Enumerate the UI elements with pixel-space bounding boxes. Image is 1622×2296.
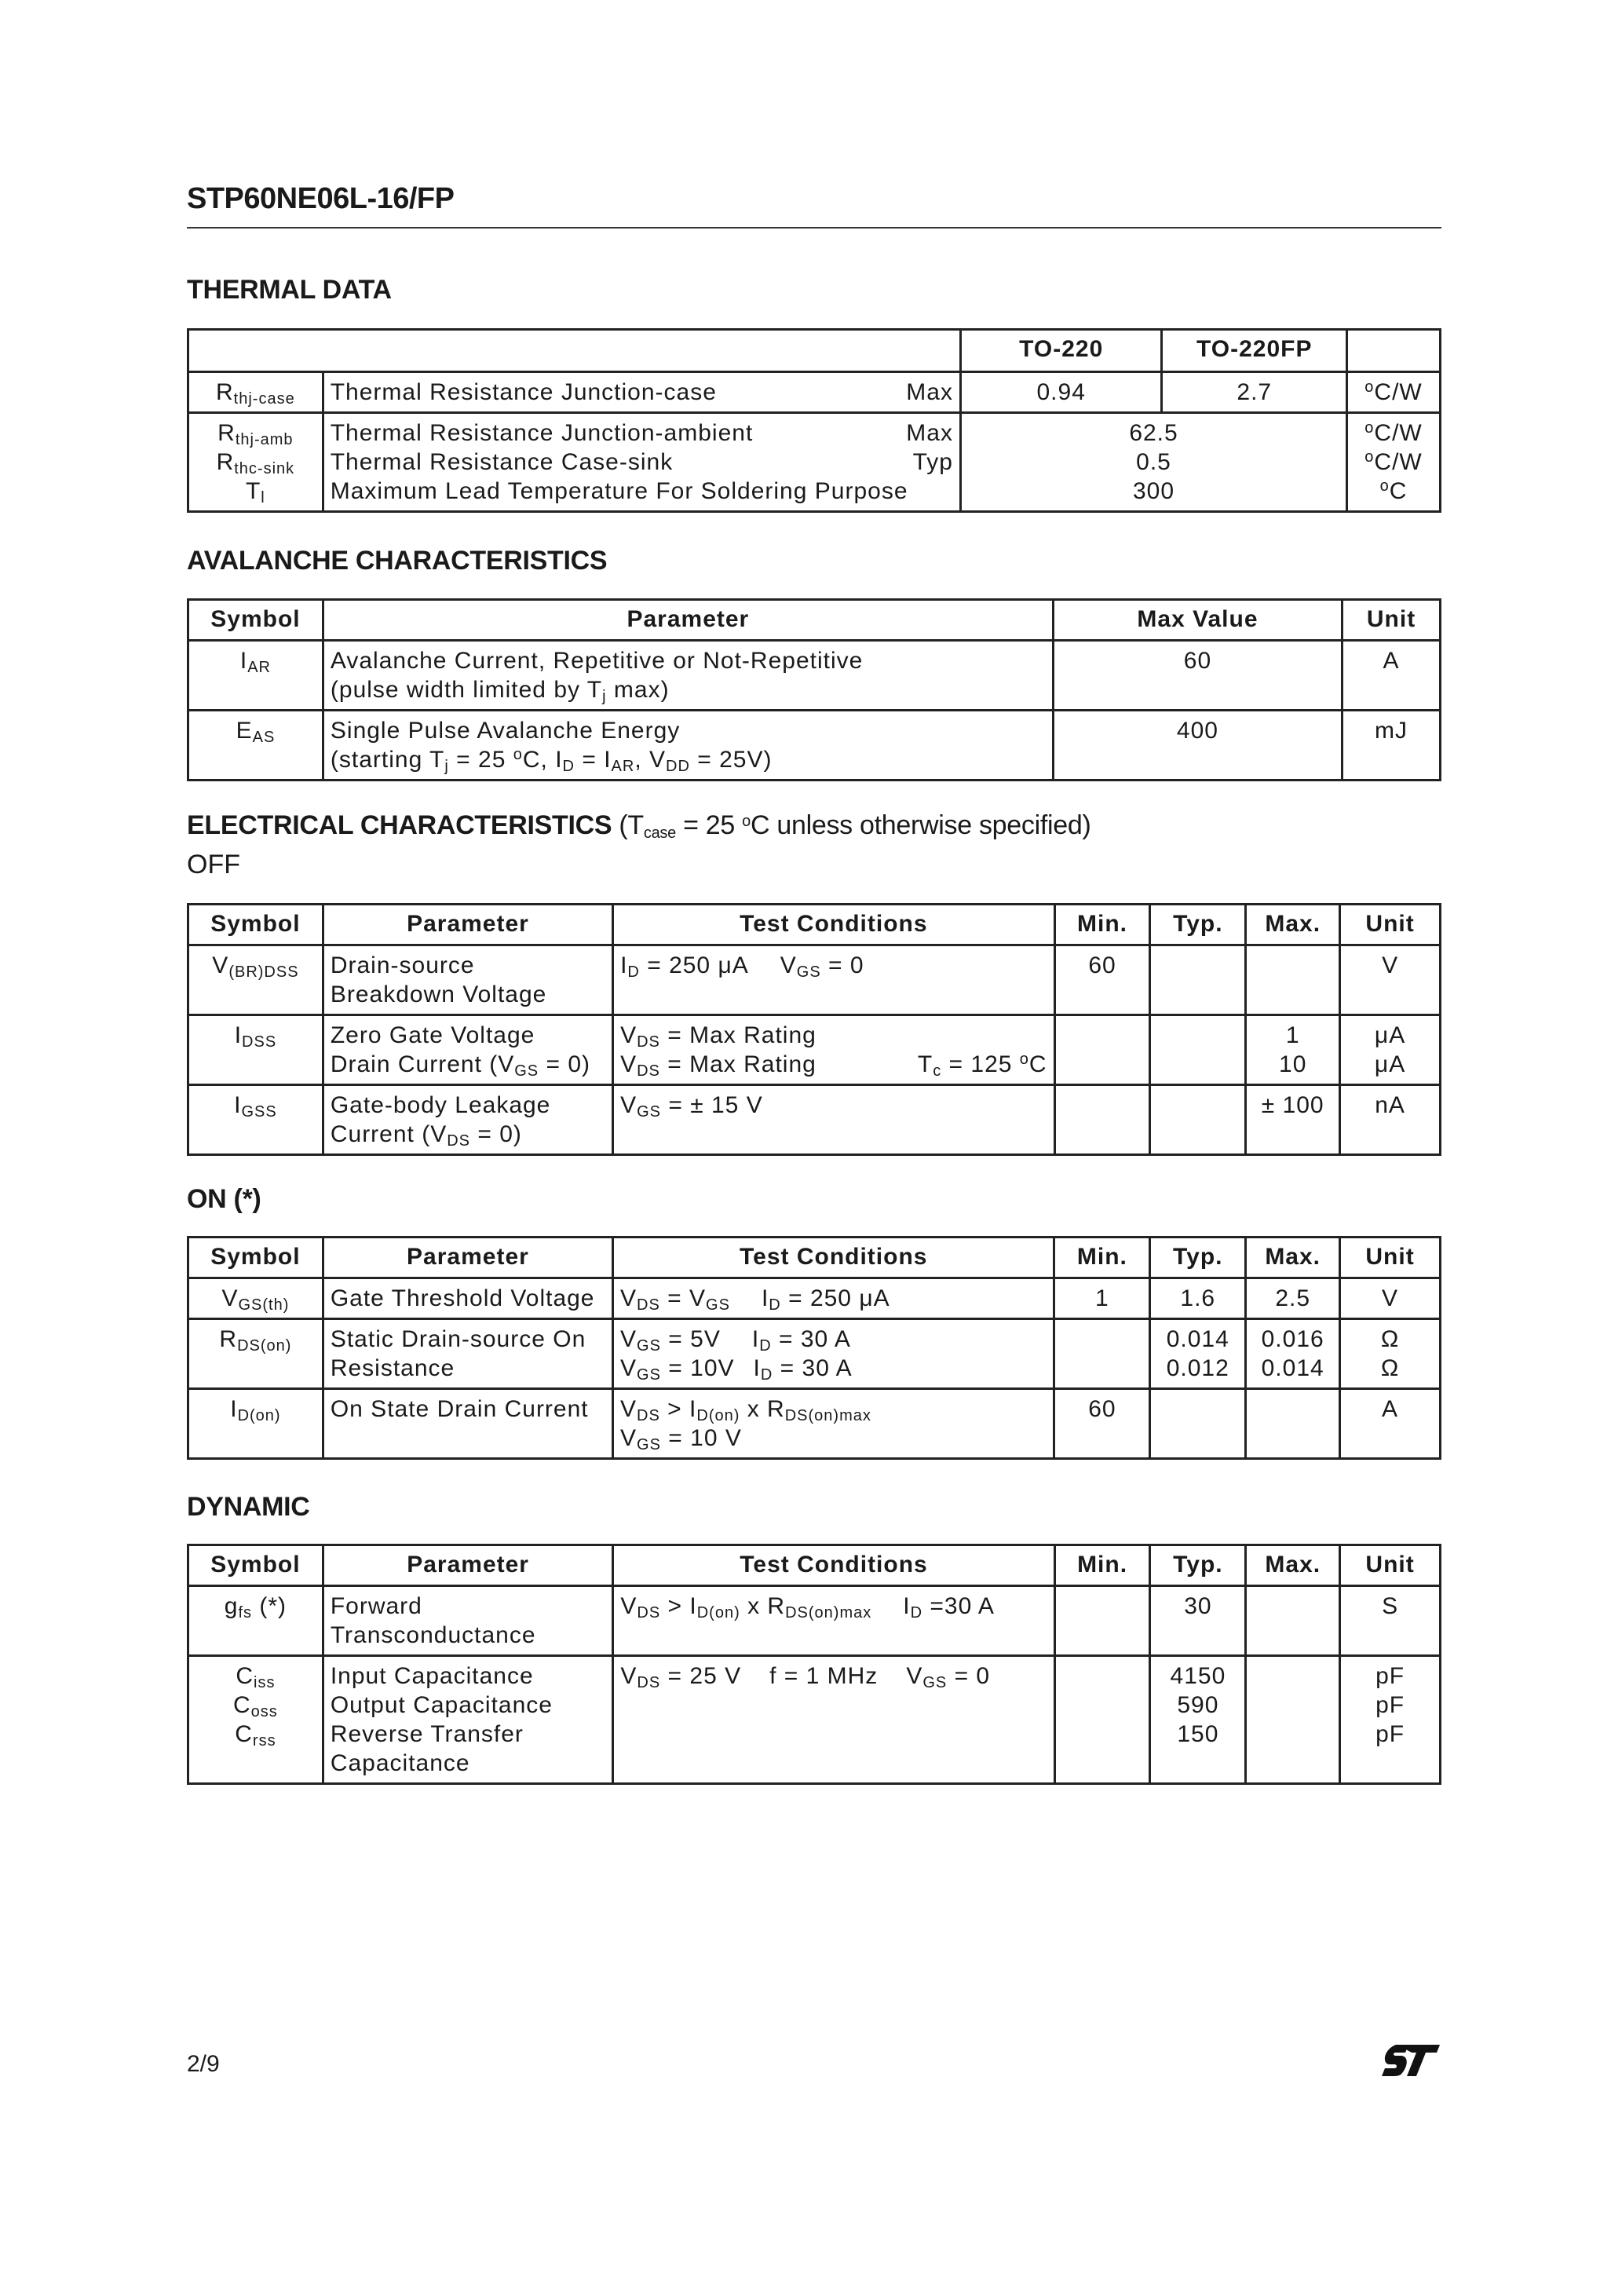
table-row: $V_{GS(th)}$ Gate Threshold Voltage $V_{DS} = V_{GS}$ $I_D = 250$ μA 1 1.6 2.5 V [188, 1278, 1441, 1319]
st-logo [1380, 2042, 1441, 2079]
dynamic-table: Symbol Parameter Test Conditions Min. Typ. Max. Unit $g_{fs}$ (*) Forward Transconductance $V_{DS} > I_{D(on)}$ x $R_{DS(on)max}$ $I_D =30$ A 30 S $C_{iss}$ $C_{oss}$ $C_{rss}$ Input Capacitance Output Capacitance Reverse Transfer Capacitance $V_{DS} = 25$ V f = 1 MHz $V_{GS} = 0$ 4150 590 150 pF pF pF [187, 1544, 1441, 1785]
doc-title: STP60NE06L-16/FP [187, 182, 455, 215]
table-row: $R_{DS(on)}$ Static Drain-source On Resistance $V_{GS} = 5V$ $I_D = 30$ A $V_{GS} = 10V$ $I_D = 30$ A 0.014 0.012 0.016 0.014 Ω Ω [188, 1319, 1441, 1389]
off-table: Symbol Parameter Test Conditions Min. Typ. Max. Unit $V_{(BR)DSS}$ Drain-source Breakdown Voltage $I_D = 250$ μA $V_{GS} = 0$ 60 V $I_{DSS}$ Zero Gate Voltage Drain Current $(V_{GS} = 0)$ $V_{DS}$ = Max Rating $V_{DS}$ = Max Rating $T_c = 125$ $^o$C 1 10 μA μA $I_{GSS}$ Gate-body Leakage Current $(V_{DS} = 0)$ $V_{GS}$ = ± 15 V ± 100 nA [187, 903, 1441, 1156]
thermal-blank-header [188, 330, 961, 372]
electrical-heading: ELECTRICAL CHARACTERISTICS ($T_{case} = 25$ $^o$C unless otherwise specified) [187, 810, 1091, 842]
thermal-table [187, 328, 1441, 513]
avalanche-table: Symbol Parameter Max Value Unit $I_{AR}$ Avalanche Current, Repetitive or Not-Repetitive (pulse width limited by $T_j$ max) 60 A $E_{AS}$ Single Pulse Avalanche Energy (starting $T_j = 25$ $^o$C, $I_D = I_{AR}$, $V_{DD} = 25V$) 400 mJ [187, 598, 1441, 781]
col-to220: TO-220 [960, 330, 1161, 372]
on-heading: ON (*) [187, 1184, 261, 1214]
page-number: 2/9 [187, 2051, 220, 2077]
dynamic-heading: DYNAMIC [187, 1492, 310, 1522]
col-to220fp: TO-220FP [1162, 330, 1347, 372]
title-divider [187, 227, 1441, 229]
table-row: $R_{thj-case}$ Thermal Resistance Junction-case Max 0.94 2.7 $^o$C/W [188, 372, 1441, 413]
on-table: Symbol Parameter Test Conditions Min. Typ. Max. Unit $V_{GS(th)}$ Gate Threshold Voltage $V_{DS} = V_{GS}$ $I_D = 250$ μA 1 1.6 2.5 V $R_{DS(on)}$ Static Drain-source On Resistance $V_{GS} = 5V$ $I_D = 30$ A $V_{GS} = 10V$ $I_D = 30$ A 0.014 0.012 0.016 0.014 Ω Ω $I_{D(on)}$ On State Drain Current $V_{DS} > I_{D(on)}$ x $R_{DS(on)max}$ $V_{GS} = 10$ V 60 A [187, 1236, 1441, 1460]
table-row: $I_{DSS}$ Zero Gate Voltage Drain Current $(V_{GS} = 0)$ $V_{DS}$ = Max Rating $V_{DS}$ = Max Rating $T_c = 125$ $^o$C 1 10 μA μA [188, 1015, 1441, 1085]
table-row: $g_{fs}$ (*) Forward Transconductance $V_{DS} > I_{D(on)}$ x $R_{DS(on)max}$ $I_D =30$ A 30 S [188, 1586, 1441, 1656]
table-row: $I_{AR}$ Avalanche Current, Repetitive or Not-Repetitive (pulse width limited by $T_j$ max) 60 A [188, 641, 1441, 711]
table-row: $V_{(BR)DSS}$ Drain-source Breakdown Voltage $I_D = 250$ μA $V_{GS} = 0$ 60 V [188, 945, 1441, 1015]
table-row: $R_{thj-amb}$ $R_{thc-sink}$ $T_l$ Thermal Resistance Junction-ambient Max Thermal Resistance Case-sink Typ Maximum Lead Temperature For Soldering Purpose 62.5 0.5 300 $^o$C/W $^o$C/W $^o$C [188, 413, 1441, 512]
avalanche-heading: AVALANCHE CHARACTERISTICS [187, 546, 608, 576]
table-row: $C_{iss}$ $C_{oss}$ $C_{rss}$ Input Capacitance Output Capacitance Reverse Transfer Capacitance $V_{DS} = 25$ V f = 1 MHz $V_{GS} = 0$ 4150 590 150 pF pF pF [188, 1656, 1441, 1784]
table-row: $E_{AS}$ Single Pulse Avalanche Energy (starting $T_j = 25$ $^o$C, $I_D = I_{AR}$, $V_{DD} = 25V$) 400 mJ [188, 711, 1441, 781]
table-row: $I_{GSS}$ Gate-body Leakage Current $(V_{DS} = 0)$ $V_{GS}$ = ± 15 V ± 100 nA [188, 1085, 1441, 1155]
thermal-heading: THERMAL DATA [187, 275, 392, 305]
table-row: $I_{D(on)}$ On State Drain Current $V_{DS} > I_{D(on)}$ x $R_{DS(on)max}$ $V_{GS} = 10$ V 60 A [188, 1389, 1441, 1459]
thermal-unit-header [1347, 330, 1441, 372]
off-heading: OFF [187, 850, 240, 879]
